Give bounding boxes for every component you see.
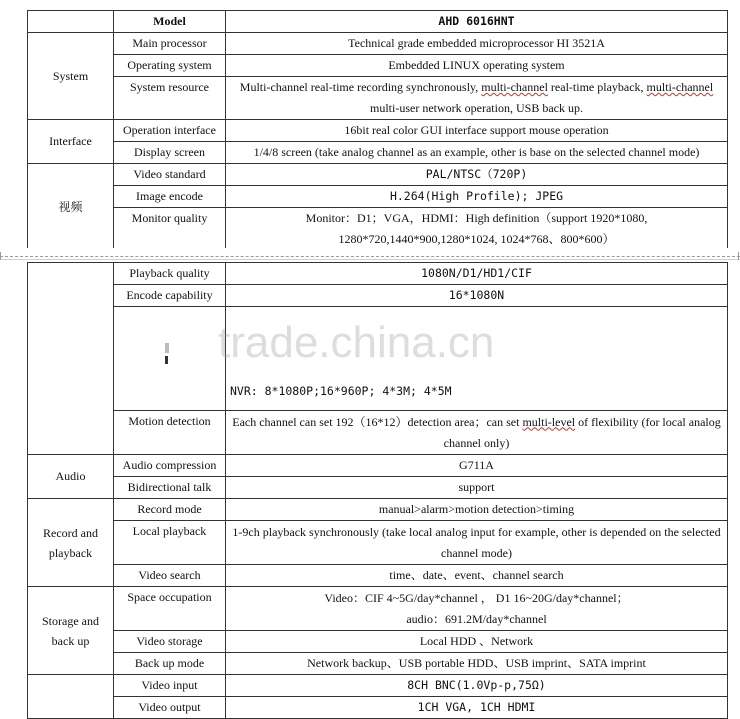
playback-quality-label: Playback quality [114, 263, 226, 285]
io-group-label [28, 675, 114, 719]
main-processor-value: Technical grade embedded microprocessor HI 3521A [226, 33, 728, 55]
watermark-text: trade.china.cn [218, 318, 495, 367]
video-standard-label: Video standard [114, 164, 226, 186]
model-value: AHD 6016HNT [226, 11, 728, 33]
image-encode-value: H.264(High Profile); JPEG [226, 186, 728, 208]
video-storage-value: Local HDD 、Network [226, 631, 728, 653]
video-storage-label: Video storage [114, 631, 226, 653]
system-group-label: System [28, 33, 114, 120]
playback-quality-value: 1080N/D1/HD1/CIF [226, 263, 728, 285]
audio-compression-value: G711A [226, 455, 728, 477]
artifact-mark [165, 343, 169, 353]
page-break-line-2 [0, 259, 740, 260]
motion-text-a: Each channel can set 192（16*12）detection area；can set [232, 414, 523, 429]
space-occupation-value [226, 587, 728, 631]
video-input-label: Video input [114, 675, 226, 697]
monitor-quality-value: Monitor：D1；VGA，HDMI：High definition（support 1920*1080, 1280*720,1440*900,1280*1024, 1024*768、800*600） [226, 208, 728, 251]
page-break-mark-left [0, 252, 6, 260]
os-label: Operating system [114, 55, 226, 77]
nvr-value: NVR: 8*1080P;16*960P; 4*3M; 4*5M [226, 307, 728, 411]
monitor-quality-label: Monitor quality [114, 208, 226, 251]
video-group-label: 视频 [28, 164, 114, 251]
header-blank-cell [28, 11, 114, 33]
op-interface-label: Operation interface [114, 120, 226, 142]
local-playback-label: Local playback [114, 521, 226, 565]
resource-text-c: real-time playback, [547, 80, 647, 94]
spec-table-bottom [27, 262, 728, 719]
image-encode-label: Image encode [114, 186, 226, 208]
op-interface-value: 16bit real color GUI interface support mouse operation [226, 120, 728, 142]
audio-compression-label: Audio compression [114, 455, 226, 477]
video-search-label: Video search [114, 565, 226, 587]
resource-text-a: Multi-channel real-time recording synchronously, [239, 80, 482, 94]
video-standard-value: PAL/NTSC（720P) [226, 164, 728, 186]
motion-detection-label: Motion detection [114, 411, 226, 455]
encode-capability-label: Encode capability [114, 285, 226, 307]
space-value-line-2: audio：691.2M/day*channel [406, 611, 547, 626]
artifact-mark-dark [165, 356, 168, 364]
motion-text-c: of flexibility (for local analog channel only) [443, 414, 721, 450]
display-label: Display screen [114, 142, 226, 164]
record-mode-label: Record mode [114, 499, 226, 521]
audio-group-label: Audio [28, 455, 114, 499]
resource-label: System resource [114, 77, 226, 120]
backup-mode-value: Network backup、USB portable HDD、USB imprint、SATA imprint [226, 653, 728, 675]
space-value-line-1: Video：CIF 4~5G/day*channel ， D1 16~20G/day*channel； [324, 590, 629, 605]
bidirectional-talk-value: support [226, 477, 728, 499]
video-search-value: time、date、event、channel search [226, 565, 728, 587]
spec-table-top [27, 10, 728, 251]
resource-text-e: multi-user network operation, USB back up. [370, 101, 583, 115]
resource-text-d: multi-channel [646, 80, 714, 94]
backup-mode-label: Back up mode [114, 653, 226, 675]
motion-detection-value [226, 411, 728, 455]
model-label: Model [114, 11, 226, 33]
local-playback-value: 1-9ch playback synchronously (take local analog input for example, other is depended on the selected channel mode) [226, 521, 728, 565]
record-mode-value: manual>alarm>motion detection>timing [226, 499, 728, 521]
encode-capability-value: 16*1080N [226, 285, 728, 307]
record-group-label: Record and playback [28, 499, 114, 587]
os-value: Embedded LINUX operating system [226, 55, 728, 77]
nvr-blank-label [114, 307, 226, 411]
video-group-continued [28, 263, 114, 455]
video-input-value: 8CH BNC(1.0Vp-p,75Ω) [226, 675, 728, 697]
resource-value [226, 77, 728, 120]
motion-text-b: multi-level [522, 414, 576, 429]
video-output-value: 1CH VGA, 1CH HDMI [226, 697, 728, 719]
page-break-mark-right [733, 252, 739, 260]
main-processor-label: Main processor [114, 33, 226, 55]
interface-group-label: Interface [28, 120, 114, 164]
display-value: 1/4/8 screen (take analog channel as an example, other is base on the selected channel mode) [226, 142, 728, 164]
storage-group-label: Storage and back up [28, 587, 114, 675]
resource-text-b: multi-channel [481, 80, 548, 94]
video-output-label: Video output [114, 697, 226, 719]
bidirectional-talk-label: Bidirectional talk [114, 477, 226, 499]
space-occupation-label: Space occupation [114, 587, 226, 631]
page-break-line [0, 256, 740, 257]
